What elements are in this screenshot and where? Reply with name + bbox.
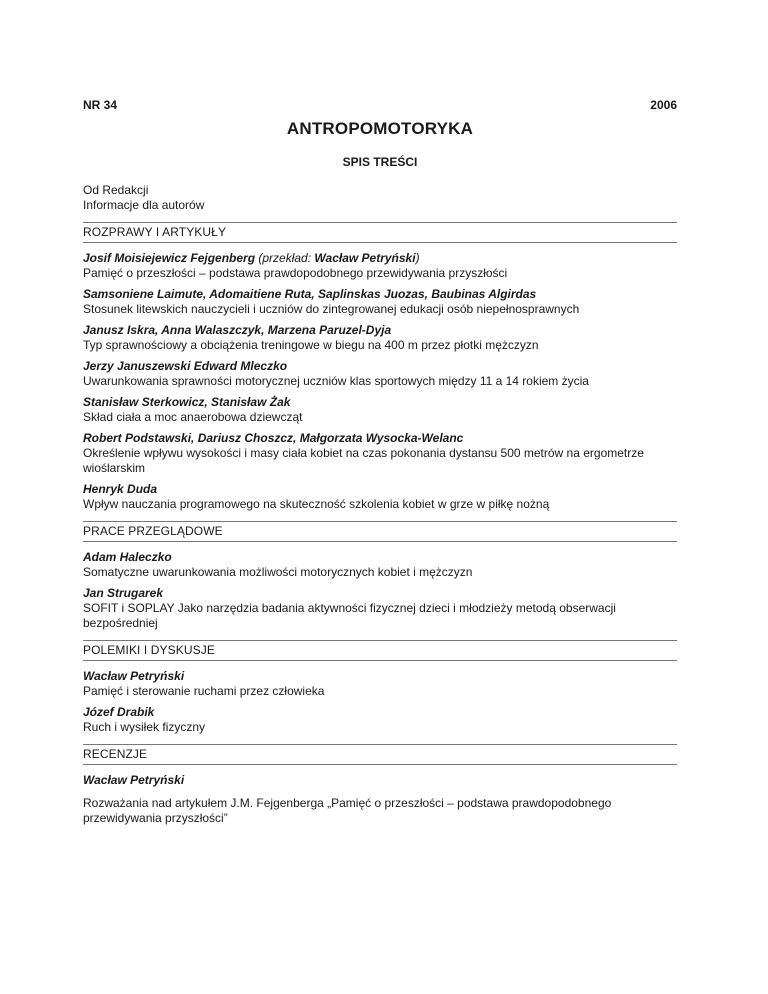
toc-entry xyxy=(83,431,677,476)
section-polemics xyxy=(83,640,677,735)
toc-heading: SPIS TREŚCI xyxy=(342,155,418,169)
toc-entry xyxy=(83,669,677,699)
entry-author: Adam Haleczko xyxy=(83,550,172,564)
entry-title: Typ sprawnościowy a obciążenia treningowe w biegu na 400 m przez płotki mężczyzn xyxy=(83,338,539,352)
section-heading: PRACE PRZEGLĄDOWE xyxy=(83,521,677,542)
toc-entry xyxy=(83,287,677,317)
issue-number: NR 34 xyxy=(83,98,118,112)
translator-note-suffix: ) xyxy=(415,251,420,265)
toc-entry xyxy=(83,705,677,735)
entry-author: Samsoniene Laimute, Adomaitiene Ruta, Saplinskas Juozas, Baubinas Algirdas xyxy=(83,287,537,301)
entry-author: Jerzy Januszewski Edward Mleczko xyxy=(83,359,288,373)
toc-entry xyxy=(83,773,677,826)
front-item-authors-info: Informacje dla autorów xyxy=(83,198,205,212)
entry-title: Ruch i wysiłek fizyczny xyxy=(83,720,206,734)
entry-author: Józef Drabik xyxy=(83,705,155,719)
section-heading: RECENZJE xyxy=(83,744,677,765)
entry-author: Janusz Iskra, Anna Walaszczyk, Marzena Paruzel-Dyja xyxy=(83,323,392,337)
section-heading: POLEMIKI I DYSKUSJE xyxy=(83,640,677,661)
toc-entry xyxy=(83,323,677,353)
entry-author: Jan Strugarek xyxy=(83,586,164,600)
entry-title: Rozważania nad artykułem J.M. Fejgenberga „Pamięć o przeszłości – podstawa prawdopodobnego przewidywania przyszłości” xyxy=(83,796,612,825)
entry-author: Wacław Petryński xyxy=(83,669,185,683)
section-heading: ROZPRAWY I ARTYKUŁY xyxy=(83,222,677,243)
entry-title: Uwarunkowania sprawności motorycznej uczniów klas sportowych między 11 a 14 rokiem życia xyxy=(83,374,589,388)
toc-entry xyxy=(83,586,677,631)
toc-entry xyxy=(83,395,677,425)
entry-author: Henryk Duda xyxy=(83,482,158,496)
entry-author: Stanisław Sterkowicz, Stanisław Żak xyxy=(83,395,291,409)
issue-header xyxy=(83,98,677,114)
toc-entry xyxy=(83,482,677,512)
entry-author: Josif Moisiejewicz Fejgenberg xyxy=(83,251,256,265)
entry-authors xyxy=(83,251,677,266)
front-item-editorial: Od Redakcji xyxy=(83,183,149,197)
entry-title: Wpływ nauczania programowego na skuteczność szkolenia kobiet w grze w piłkę nożną xyxy=(83,497,550,511)
section-book-reviews xyxy=(83,744,677,826)
entry-author: Robert Podstawski, Dariusz Choszcz, Małgorzata Wysocka-Welanc xyxy=(83,431,464,445)
journal-title: ANTROPOMOTORYKA xyxy=(286,119,474,138)
translator-note-prefix: (przekład: xyxy=(255,251,315,265)
entry-title: Stosunek litewskich nauczycieli i uczniów do zintegrowanej edukacji osób niepełnosprawnych xyxy=(83,302,580,316)
entry-title: Pamięć o przeszłości – podstawa prawdopodobnego przewidywania przyszłości xyxy=(83,266,508,280)
translator-name: Wacław Petryński xyxy=(314,251,416,265)
toc-entry xyxy=(83,251,677,281)
section-articles xyxy=(83,222,677,512)
toc-content xyxy=(83,183,677,832)
entry-title: Somatyczne uwarunkowania możliwości motorycznych kobiet i mężczyzn xyxy=(83,565,473,579)
toc-entry xyxy=(83,359,677,389)
toc-entry xyxy=(83,550,677,580)
entry-title: Określenie wpływu wysokości i masy ciała kobiet na czas pokonania dystansu 500 metrów na ergometrze wioślarskim xyxy=(83,446,644,475)
entry-author: Wacław Petryński xyxy=(83,773,185,787)
entry-title: SOFIT i SOPLAY Jako narzędzia badania aktywności fizycznej dzieci i młodzieży metodą obserwacji bezpośredniej xyxy=(83,601,616,630)
section-reviews-papers xyxy=(83,521,677,631)
entry-title: Skład ciała a moc anaerobowa dziewcząt xyxy=(83,410,303,424)
entry-title: Pamięć i sterowanie ruchami przez człowieka xyxy=(83,684,325,698)
issue-year: 2006 xyxy=(650,98,677,112)
